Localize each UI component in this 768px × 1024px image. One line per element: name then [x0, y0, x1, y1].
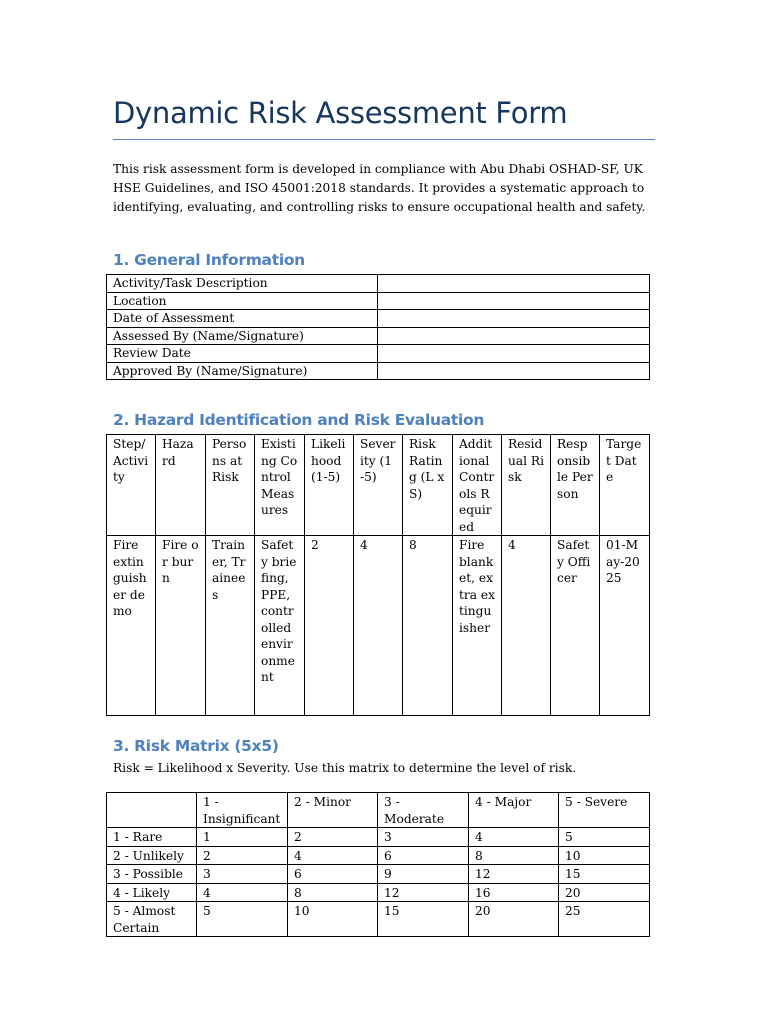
hazard-table — [106, 434, 650, 716]
table-row — [107, 828, 650, 847]
likelihood-label: 1 - Rare — [107, 828, 197, 847]
matrix-corner — [107, 793, 197, 828]
field-label: Location — [107, 292, 378, 310]
matrix-cell: 1 — [197, 828, 288, 847]
column-header: Hazard — [156, 435, 206, 536]
table-row — [107, 883, 650, 902]
matrix-cell: 20 — [559, 883, 650, 902]
table-cell: 01-May-2025 — [600, 536, 650, 716]
matrix-cell: 4 — [197, 883, 288, 902]
column-header: Target Date — [600, 435, 650, 536]
matrix-cell: 12 — [378, 883, 469, 902]
page-title: Dynamic Risk Assessment Form — [113, 96, 568, 130]
field-label: Date of Assessment — [107, 310, 378, 328]
severity-header: 3 - Moderate — [378, 793, 469, 828]
table-row — [107, 536, 650, 716]
section-heading-general: 1. General Information — [113, 251, 305, 269]
severity-header: 4 - Major — [469, 793, 559, 828]
section-heading-matrix: 3. Risk Matrix (5x5) — [113, 737, 279, 755]
likelihood-label: 2 - Unlikely — [107, 846, 197, 865]
table-row — [107, 275, 650, 293]
table-cell: Fire extinguisher demo — [107, 536, 156, 716]
table-header-row — [107, 435, 650, 536]
matrix-cell: 3 — [378, 828, 469, 847]
matrix-cell: 12 — [469, 865, 559, 884]
field-value[interactable] — [378, 362, 650, 380]
column-header: Persons at Risk — [206, 435, 255, 536]
matrix-cell: 15 — [559, 865, 650, 884]
matrix-cell: 3 — [197, 865, 288, 884]
matrix-cell: 25 — [559, 902, 650, 937]
column-header: Severity (1-5) — [354, 435, 403, 536]
table-cell: 4 — [502, 536, 551, 716]
table-row — [107, 846, 650, 865]
column-header: Risk Rating (L x S) — [403, 435, 453, 536]
matrix-cell: 2 — [288, 828, 378, 847]
table-cell: 8 — [403, 536, 453, 716]
matrix-cell: 10 — [288, 902, 378, 937]
severity-header: 2 - Minor — [288, 793, 378, 828]
matrix-cell: 5 — [559, 828, 650, 847]
title-underline — [113, 139, 655, 140]
matrix-cell: 4 — [469, 828, 559, 847]
table-cell: 2 — [305, 536, 354, 716]
severity-header: 1 - Insignificant — [197, 793, 288, 828]
likelihood-label: 3 - Possible — [107, 865, 197, 884]
matrix-cell: 8 — [288, 883, 378, 902]
matrix-cell: 6 — [378, 846, 469, 865]
table-cell: Safety Officer — [551, 536, 600, 716]
risk-matrix-table — [106, 792, 650, 937]
matrix-cell: 8 — [469, 846, 559, 865]
column-header: Step/Activity — [107, 435, 156, 536]
column-header: Additional Controls Required — [453, 435, 502, 536]
likelihood-label: 4 - Likely — [107, 883, 197, 902]
matrix-cell: 2 — [197, 846, 288, 865]
field-label: Assessed By (Name/Signature) — [107, 327, 378, 345]
column-header: Responsible Person — [551, 435, 600, 536]
field-value[interactable] — [378, 345, 650, 363]
field-value[interactable] — [378, 327, 650, 345]
field-value[interactable] — [378, 292, 650, 310]
table-cell: Trainer, Trainees — [206, 536, 255, 716]
table-row — [107, 327, 650, 345]
matrix-cell: 5 — [197, 902, 288, 937]
matrix-cell: 4 — [288, 846, 378, 865]
matrix-cell: 6 — [288, 865, 378, 884]
likelihood-label: 5 - Almost Certain — [107, 902, 197, 937]
table-cell: 4 — [354, 536, 403, 716]
matrix-cell: 15 — [378, 902, 469, 937]
table-cell: Fire blanket, extra extinguisher — [453, 536, 502, 716]
column-header: Residual Risk — [502, 435, 551, 536]
field-label: Review Date — [107, 345, 378, 363]
table-row — [107, 292, 650, 310]
field-label: Activity/Task Description — [107, 275, 378, 293]
matrix-cell: 20 — [469, 902, 559, 937]
table-row — [107, 310, 650, 328]
general-info-table — [106, 274, 650, 380]
field-value[interactable] — [378, 310, 650, 328]
intro-paragraph: This risk assessment form is developed in compliance with Abu Dhabi OSHAD-SF, UK HSE Guidelines, and ISO 45001:2018 standards. It provides a systematic approach to identifying, evaluating, and controlling risks to ensure occupational health and safety. — [113, 162, 646, 214]
table-header-row — [107, 793, 650, 828]
column-header: Likelihood (1-5) — [305, 435, 354, 536]
matrix-cell: 16 — [469, 883, 559, 902]
matrix-note: Risk = Likelihood x Severity. Use this matrix to determine the level of risk. — [113, 761, 577, 775]
matrix-cell: 9 — [378, 865, 469, 884]
severity-header: 5 - Severe — [559, 793, 650, 828]
table-row — [107, 865, 650, 884]
field-label: Approved By (Name/Signature) — [107, 362, 378, 380]
table-cell: Fire or burn — [156, 536, 206, 716]
table-row — [107, 345, 650, 363]
table-cell: Safety briefing, PPE, controlled environment — [255, 536, 305, 716]
matrix-cell: 10 — [559, 846, 650, 865]
column-header: Existing Control Measures — [255, 435, 305, 536]
field-value[interactable] — [378, 275, 650, 293]
table-row — [107, 362, 650, 380]
section-heading-hazard: 2. Hazard Identification and Risk Evaluation — [113, 411, 485, 429]
table-row — [107, 902, 650, 937]
